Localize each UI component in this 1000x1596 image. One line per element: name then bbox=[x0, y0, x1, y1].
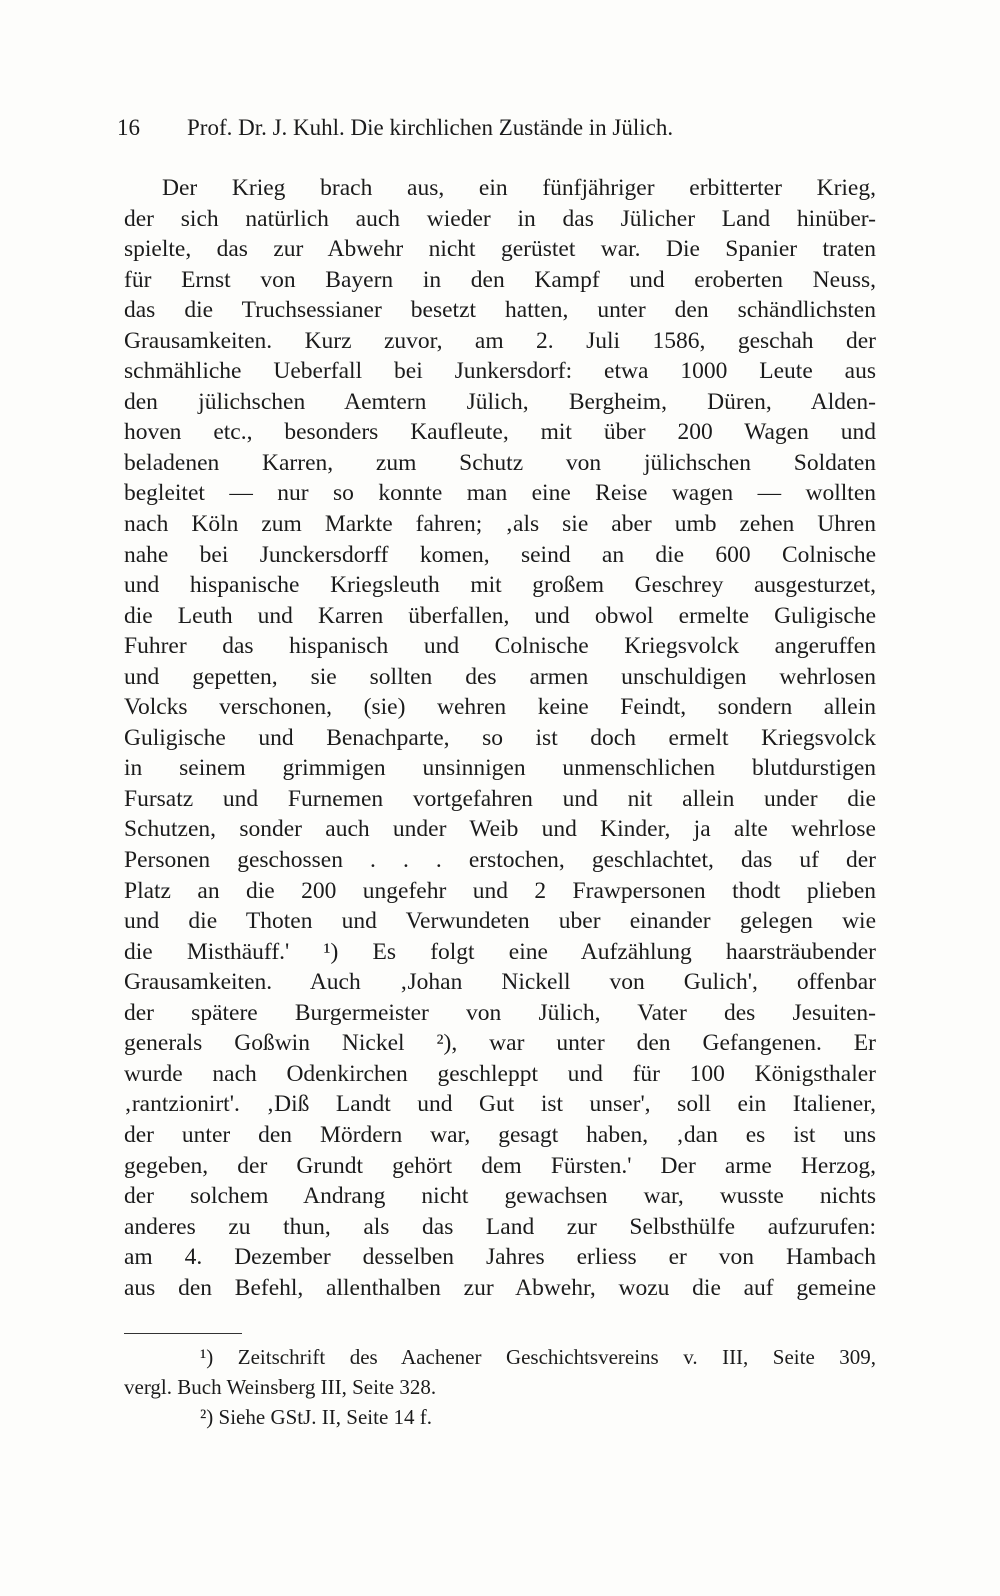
text-line: und die Thoten und Verwundeten uber einander gelegen wie bbox=[124, 908, 876, 935]
text-line: für Ernst von Bayern in den Kampf und eroberten Neuss, bbox=[124, 266, 876, 293]
text-line: Platz an die 200 ungefehr und 2 Frawpersonen thodt plieben bbox=[124, 877, 876, 904]
text-line: der spätere Burgermeister von Jülich, Vater des Jesuiten- bbox=[124, 999, 876, 1026]
text-line: ‚rantzionirt'. ‚Diß Landt und Gut ist unser', soll ein Italiener, bbox=[124, 1091, 876, 1118]
text-line: beladenen Karren, zum Schutz von jülichschen Soldaten bbox=[124, 449, 876, 476]
text-line: die Misthäuff.' ¹) Es folgt eine Aufzählung haarsträubender bbox=[124, 938, 876, 965]
running-title: Prof. Dr. J. Kuhl. Die kirchlichen Zustände in Jülich. bbox=[187, 115, 674, 140]
text-line: in seinem grimmigen unsinnigen unmenschlichen blutdurstigen bbox=[124, 755, 876, 782]
page-number: 16 bbox=[117, 115, 140, 140]
text-line: spielte, das zur Abwehr nicht gerüstet war. Die Spanier traten bbox=[124, 236, 876, 263]
text-line: Der Krieg brach aus, ein fünfjähriger erbitterter Krieg, bbox=[162, 175, 876, 201]
text-line: nahe bei Junckersdorff komen, seind an die 600 Colnische bbox=[124, 541, 876, 568]
body-text bbox=[124, 173, 876, 1303]
text-line: schmähliche Ueberfall bei Junkersdorf: etwa 1000 Leute aus bbox=[124, 358, 876, 385]
text-line: hoven etc., besonders Kaufleute, mit über 200 Wagen und bbox=[124, 419, 876, 446]
running-header bbox=[117, 113, 877, 143]
text-line: begleitet — nur so konnte man eine Reise wagen — wollten bbox=[124, 480, 876, 507]
text-line: die Leuth und Karren überfallen, und obwol ermelte Guligische bbox=[124, 602, 876, 629]
text-line: generals Goßwin Nickel ²), war unter den Gefangenen. Er bbox=[124, 1030, 876, 1057]
footnote-2: ²) Siehe GStJ. II, Seite 14 f. bbox=[200, 1405, 433, 1429]
footnote-1: ¹) Zeitschrift des Aachener Geschichtsvereins v. III, Seite 309, bbox=[200, 1345, 876, 1369]
text-line: Grausamkeiten. Kurz zuvor, am 2. Juli 1586, geschah der bbox=[124, 327, 876, 354]
text-line: Guligische und Benachparte, so ist doch ermelt Kriegsvolck bbox=[124, 724, 876, 751]
footnote-1-continued: vergl. Buch Weinsberg III, Seite 328. bbox=[124, 1375, 437, 1399]
footnotes bbox=[124, 1342, 876, 1432]
text-line: Schutzen, sonder auch under Weib und Kinder, ja alte wehrlose bbox=[124, 816, 876, 843]
text-line: das die Truchsessianer besetzt hatten, unter den schändlichsten bbox=[124, 297, 876, 324]
text-line: der solchem Andrang nicht gewachsen war, wusste nichts bbox=[124, 1183, 876, 1210]
text-line: gegeben, der Grundt gehört dem Fürsten.' Der arme Herzog, bbox=[124, 1152, 876, 1179]
text-line: der sich natürlich auch wieder in das Jülicher Land hinüber- bbox=[124, 205, 876, 232]
footnote-divider bbox=[124, 1333, 242, 1334]
text-line: wurde nach Odenkirchen geschleppt und für 100 Königsthaler bbox=[124, 1060, 876, 1087]
text-line: und gepetten, sie sollten des armen unschuldigen wehrlosen bbox=[124, 663, 876, 690]
text-line: Fursatz und Furnemen vortgefahren und nit allein under die bbox=[124, 785, 876, 812]
text-line: Personen geschossen . . . erstochen, geschlachtet, das uf der bbox=[124, 847, 876, 874]
text-line: nach Köln zum Markte fahren; ‚als sie aber umb zehen Uhren bbox=[124, 511, 876, 538]
text-line: und hispanische Kriegsleuth mit großem Geschrey ausgesturzet, bbox=[124, 572, 876, 599]
text-line: anderes zu thun, als das Land zur Selbsthülfe aufzurufen: bbox=[124, 1213, 876, 1240]
text-line: den jülichschen Aemtern Jülich, Bergheim, Düren, Alden- bbox=[124, 388, 876, 415]
text-line: Fuhrer das hispanisch und Colnische Kriegsvolck angeruffen bbox=[124, 633, 876, 660]
text-line: der unter den Mördern war, gesagt haben, ‚dan es ist uns bbox=[124, 1121, 876, 1148]
text-line: am 4. Dezember desselben Jahres erliess er von Hambach bbox=[124, 1244, 876, 1271]
text-line: Grausamkeiten. Auch ‚Johan Nickell von Gulich', offenbar bbox=[124, 969, 876, 996]
text-line: Volcks verschonen, (sie) wehren keine Feindt, sondern allein bbox=[124, 694, 876, 721]
text-line: aus den Befehl, allenthalben zur Abwehr, wozu die auf gemeine bbox=[124, 1274, 876, 1301]
